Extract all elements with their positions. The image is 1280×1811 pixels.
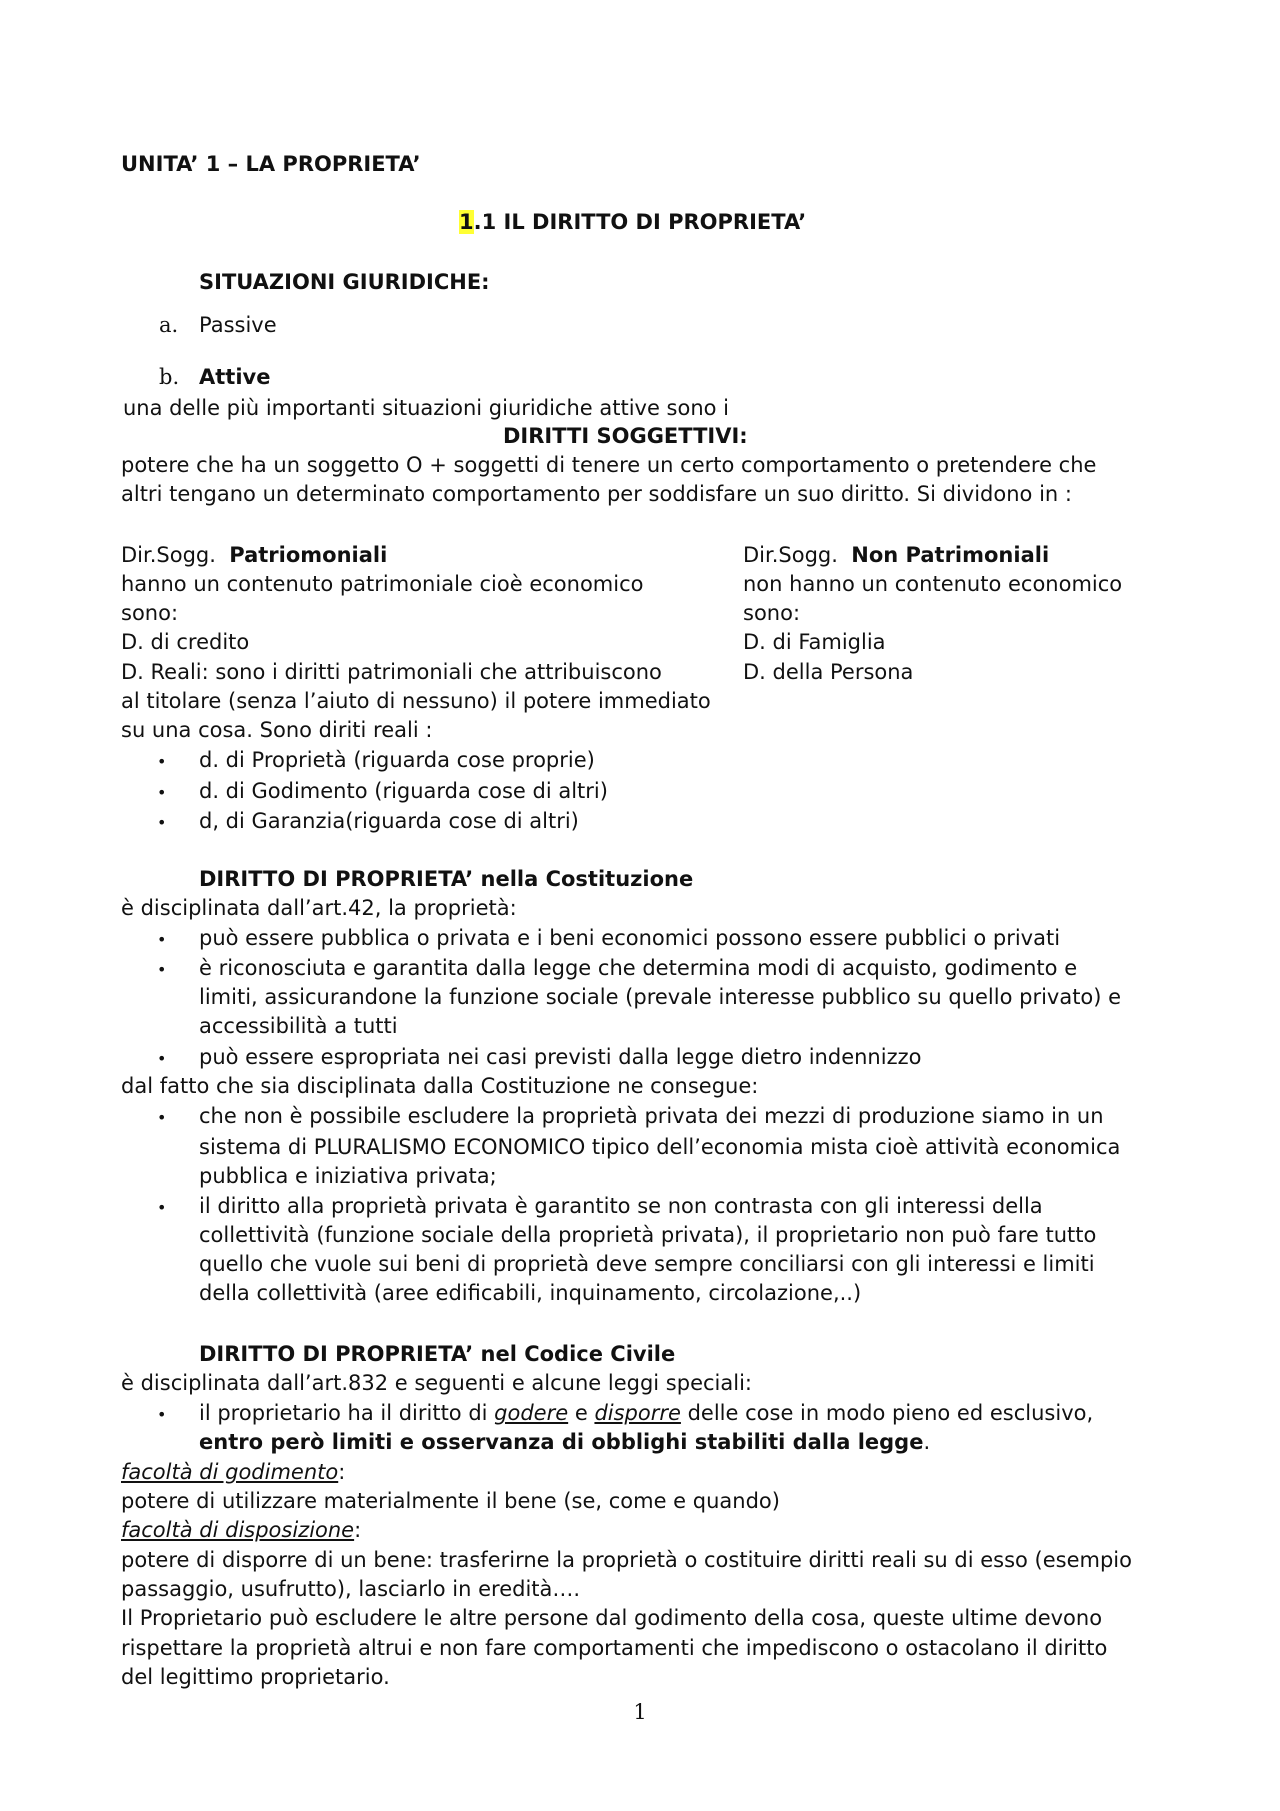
consegue-bullet-cont: sistema di PLURALISMO ECONOMICO tipico dell’economia mista cioè attività economica xyxy=(199,1135,1121,1159)
godimento-text: potere di utilizzare materialmente il bene (se, come e quando) xyxy=(121,1489,780,1513)
disporre-term: disporre xyxy=(594,1401,681,1425)
consegue-bullet-cont: pubblica e iniziativa privata; xyxy=(199,1164,497,1188)
right-col-line: non hanno un contenuto economico xyxy=(743,572,1123,596)
bullet-icon: • xyxy=(157,752,167,771)
bullet-icon: • xyxy=(157,1049,167,1068)
godimento-label: facoltà di godimento xyxy=(121,1460,339,1484)
bullet-icon: • xyxy=(157,813,167,832)
costituzione-bullet-cont: limiti, assicurandone la funzione sociale (prevale interesse pubblico su quello privato) e xyxy=(199,985,1122,1009)
consegue-bullet-cont: della collettività (aree edificabili, inquinamento, circolazione,..) xyxy=(199,1281,862,1305)
final-paragraph-line: del legittimo proprietario. xyxy=(121,1665,390,1689)
left-col-line: D. Reali: sono i diritti patrimoniali che attribuiscono xyxy=(121,660,662,684)
situazioni-heading: SITUAZIONI GIURIDICHE: xyxy=(199,270,490,294)
codice-bullet-text: il proprietario ha il diritto di xyxy=(199,1401,495,1425)
costituzione-bullet-cont: accessibilità a tutti xyxy=(199,1014,398,1038)
left-col-line: su una cosa. Sono diriti reali : xyxy=(121,718,433,742)
left-col-prefix: Dir.Sogg. xyxy=(121,543,216,567)
codice-heading: DIRITTO DI PROPRIETA’ nel Codice Civile xyxy=(199,1342,676,1366)
consegue-bullet: il diritto alla proprietà privata è garantito se non contrasta con gli interessi della xyxy=(199,1194,1043,1218)
disposizione-label: facoltà di disposizione xyxy=(121,1518,355,1542)
unit-title: UNITA’ 1 – LA PROPRIETA’ xyxy=(121,152,421,176)
bullet-icon: • xyxy=(157,1405,167,1424)
right-col-line: D. di Famiglia xyxy=(743,630,886,654)
right-col-prefix: Dir.Sogg. xyxy=(743,543,838,567)
codice-bullet-text: e xyxy=(568,1401,595,1425)
disposizione-text: potere di disporre di un bene: trasferirne la proprietà o costituire diritti reali su di esso (esempio xyxy=(121,1548,1132,1572)
costituzione-bullet: può essere espropriata nei casi previsti dalla legge dietro indennizzo xyxy=(199,1045,922,1069)
consegue-text: dal fatto che sia disciplinata dalla Costituzione ne consegue: xyxy=(121,1074,759,1098)
list-item-active: Attive xyxy=(199,365,271,389)
right-col-title: Non Patrimoniali xyxy=(851,543,1050,567)
costituzione-bullet: può essere pubblica o privata e i beni economici possono essere pubblici o privati xyxy=(199,926,1061,950)
consegue-bullet-cont: quello che vuole sui beni di proprietà deve sempre conciliarsi con gli interessi e limiti xyxy=(199,1252,1095,1276)
consegue-bullet: che non è possibile escludere la proprietà privata dei mezzi di produzione siamo in un xyxy=(199,1104,1104,1128)
definition-line-1: potere che ha un soggetto O + soggetti di tenere un certo comportamento o pretendere che xyxy=(121,453,1097,477)
bullet-icon: • xyxy=(157,960,167,979)
consegue-bullet-cont: collettività (funzione sociale della proprietà privata), il proprietario non può fare tutto xyxy=(199,1223,1097,1247)
right-col-heading xyxy=(743,543,1049,568)
left-col-line: D. di credito xyxy=(121,630,250,654)
right-col-line: D. della Persona xyxy=(743,660,914,684)
costituzione-bullet: è riconosciuta e garantita dalla legge che determina modi di acquisto, godimento e xyxy=(199,956,1078,980)
codice-bullet-cont xyxy=(199,1430,930,1455)
bullet-icon: • xyxy=(157,930,167,949)
left-col-line: sono: xyxy=(121,601,179,625)
list-item-passive: Passive xyxy=(199,313,277,337)
godimento-label-line xyxy=(121,1460,345,1485)
list-label: a. xyxy=(159,313,179,337)
section-title-text: .1 IL DIRITTO DI PROPRIETA’ xyxy=(473,210,807,234)
bullet-icon: • xyxy=(157,1198,167,1217)
codice-intro: è disciplinata dall’art.832 e seguenti e alcune leggi speciali: xyxy=(121,1371,752,1395)
list-label: b. xyxy=(159,365,180,389)
costituzione-intro: è disciplinata dall’art.42, la proprietà: xyxy=(121,896,517,920)
disposizione-text: passaggio, usufrutto), lasciarlo in eredità…. xyxy=(121,1577,581,1601)
left-col-bullet: d, di Garanzia(riguarda cose di altri) xyxy=(199,809,579,833)
left-col-bullet: d. di Proprietà (riguarda cose proprie) xyxy=(199,748,595,772)
codice-bullet-bold: entro però limiti e osservanza di obblighi stabiliti dalla legge xyxy=(199,1430,924,1454)
situazioni-intro: una delle più importanti situazioni giuridiche attive sono i xyxy=(123,396,730,420)
left-col-heading xyxy=(121,543,387,568)
godimento-colon: : xyxy=(338,1460,346,1484)
left-col-line: hanno un contenuto patrimoniale cioè economico xyxy=(121,572,644,596)
diritti-soggettivi-heading: DIRITTI SOGGETTIVI: xyxy=(503,424,748,448)
codice-bullet xyxy=(199,1401,1093,1426)
bullet-icon: • xyxy=(157,783,167,802)
final-paragraph-line: Il Proprietario può escludere le altre persone dal godimento della cosa, queste ultime devono xyxy=(121,1606,1103,1630)
final-paragraph-line: rispettare la proprietà altrui e non fare comportamenti che impediscono o ostacolano il diritto xyxy=(121,1636,1108,1660)
right-col-line: sono: xyxy=(743,601,801,625)
bullet-icon: • xyxy=(157,1108,167,1127)
codice-bullet-end: . xyxy=(923,1430,931,1454)
disposizione-label-line xyxy=(121,1518,361,1543)
costituzione-heading: DIRITTO DI PROPRIETA’ nella Costituzione xyxy=(199,867,694,891)
left-col-line: al titolare (senza l’aiuto di nessuno) il potere immediato xyxy=(121,689,711,713)
codice-bullet-text: delle cose in modo pieno ed esclusivo, xyxy=(680,1401,1094,1425)
definition-line-2: altri tengano un determinato comportamento per soddisfare un suo diritto. Si dividono in : xyxy=(121,482,1072,506)
left-col-title: Patriomoniali xyxy=(229,543,388,567)
godere-term: godere xyxy=(494,1401,569,1425)
section-title xyxy=(459,210,806,235)
page-number: 1 xyxy=(633,1700,647,1724)
section-number: 1 xyxy=(459,210,474,234)
left-col-bullet: d. di Godimento (riguarda cose di altri) xyxy=(199,779,608,803)
disposizione-colon: : xyxy=(354,1518,362,1542)
